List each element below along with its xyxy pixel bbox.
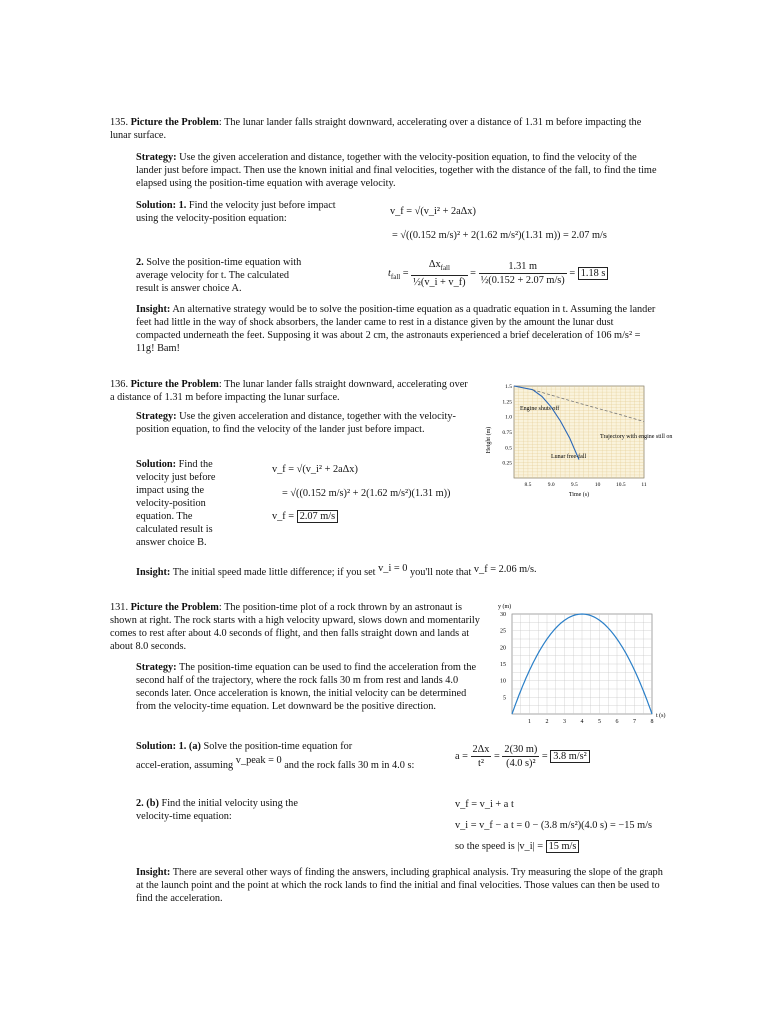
p136-insight bbox=[136, 563, 676, 579]
fraction bbox=[502, 743, 539, 770]
p131-insight bbox=[136, 866, 664, 905]
annotation-free-fall: Lunar free-fall bbox=[551, 454, 587, 460]
text: Use the given acceleration and distance, together with the velocity-position equation, to find the velocity of the lander just before impact. Then use the known initial and final velocities, together with the distance of the fall, to find the time elapsed using the position-time equation with average velocity. bbox=[136, 152, 657, 189]
x-axis-label: Time (s) bbox=[568, 492, 590, 498]
numerator: 1.31 m bbox=[479, 260, 567, 274]
lander-height-chart bbox=[478, 380, 673, 500]
x-tick-label: 10 bbox=[594, 482, 601, 488]
y-tick-label: 5 bbox=[503, 695, 506, 702]
eq-text: so the speed is |v_i| = bbox=[455, 841, 544, 852]
p131-eq-b3 bbox=[455, 840, 579, 853]
x-axis-label: t (s) bbox=[656, 713, 666, 719]
x-tick-label: 8 bbox=[650, 719, 654, 725]
eq-sub: fall bbox=[440, 264, 450, 273]
y-tick-label: 0.5 bbox=[505, 445, 512, 452]
p136-eq1: v_f = √(v_i² + 2aΔx) bbox=[272, 464, 358, 475]
y-tick-label: 1.0 bbox=[505, 414, 512, 421]
y-tick-label: 15 bbox=[500, 662, 506, 668]
text: The initial speed made little difference; if you set bbox=[170, 567, 376, 578]
text: Use the given acceleration and distance, together with the velocity-position equation, to find the velocity of the lander just before impact. bbox=[136, 411, 456, 435]
p135-insight bbox=[136, 303, 660, 355]
text: accel-eration, assuming bbox=[136, 760, 234, 771]
eq-lhs: a = bbox=[455, 750, 468, 762]
p131-solution-1-cont bbox=[136, 755, 426, 772]
problem-135 bbox=[110, 116, 662, 142]
fraction bbox=[471, 743, 492, 770]
p131-strategy bbox=[136, 661, 488, 713]
fraction bbox=[411, 258, 467, 289]
label: Insight: bbox=[136, 867, 171, 878]
problem-number: 136. bbox=[110, 379, 129, 390]
p131-eq-b2: v_i = v_f − a t = 0 − (3.8 m/s²)(4.0 s) = −15 m/s bbox=[455, 820, 652, 831]
x-tick-label: 9.5 bbox=[570, 482, 578, 488]
p131-eq-b1: v_f = v_i + a t bbox=[455, 799, 514, 810]
text: : The lunar lander falls straight downward, accelerating over a distance of 1.31 m before impacting the lunar surface. bbox=[110, 379, 468, 403]
numerator: 2Δx bbox=[472, 744, 490, 755]
y-tick-label: 0.75 bbox=[502, 430, 512, 436]
p135-strategy bbox=[136, 151, 660, 190]
x-tick-label: 6 bbox=[615, 719, 619, 725]
label: Strategy: bbox=[136, 662, 177, 673]
label: Picture the Problem bbox=[130, 602, 219, 613]
x-tick-label: 1 bbox=[528, 719, 531, 725]
problem-131 bbox=[110, 601, 488, 653]
label: Solution: 1. bbox=[136, 200, 187, 211]
label: Insight: bbox=[136, 304, 171, 315]
y-axis-label: y (m) bbox=[498, 604, 512, 610]
x-tick-label: 9.0 bbox=[547, 482, 555, 488]
label: 2. bbox=[136, 257, 144, 268]
p136-solution bbox=[136, 458, 228, 549]
label: Picture the Problem bbox=[130, 379, 219, 390]
p135-eq2: $t_{fall}$ = $\frac{\Delta x_{fall}}{\text{½(v\_i + v\_f)}}$ = $\frac{1.31 m}{\text{½(0.152 + 2.07 m/s)}}$ = 1.18 s bbox=[388, 258, 608, 289]
text: Find the velocity just before impact using the velocity-position equation: bbox=[136, 200, 336, 224]
text: Solve the position-time equation with average velocity for t. The calculated result is answer choice A. bbox=[136, 257, 302, 294]
label: Picture the Problem bbox=[130, 117, 219, 128]
text: you'll note that bbox=[409, 567, 472, 578]
label: 2. (b) bbox=[136, 798, 159, 809]
answer-box: 1.18 s bbox=[578, 267, 609, 280]
label: Solution: 1. (a) bbox=[136, 741, 201, 752]
y-tick-label: 10 bbox=[500, 678, 506, 685]
text: : The lunar lander falls straight downward, accelerating over a distance of 1.31 m before impacting the lunar surface. bbox=[110, 117, 642, 141]
eq-var: t bbox=[388, 267, 391, 279]
eq-lhs: v_f = bbox=[272, 511, 295, 522]
text: The position-time equation can be used to find the acceleration from the second half of the trajectory, where the rock falls 30 m from rest and lands 4.0 seconds later. Once acceleration is known, the initial velocity can be determined from the velocity-time equation. Let downward be the positive direction. bbox=[136, 662, 477, 712]
p136-strategy bbox=[136, 410, 472, 436]
answer-box: 2.07 m/s bbox=[297, 510, 338, 523]
y-tick-label: 1.5 bbox=[505, 384, 512, 390]
answer-box: 3.8 m/s² bbox=[550, 750, 589, 763]
x-tick-label: 8.5 bbox=[524, 482, 532, 488]
p135-eq1b: = √((0.152 m/s)² + 2(1.62 m/s²)(1.31 m)) = 2.07 m/s bbox=[392, 230, 607, 241]
x-tick-label: 2 bbox=[545, 719, 549, 725]
annotation-engine-on: Trajectory with engine still on bbox=[600, 434, 673, 440]
eq: v_f = 2.06 m/s. bbox=[473, 564, 537, 575]
x-tick-label: 10.5 bbox=[615, 482, 626, 488]
p136-eq3 bbox=[272, 510, 338, 523]
label: Insight: bbox=[136, 567, 171, 578]
y-tick-label: 30 bbox=[500, 612, 506, 618]
text: Solve the position-time equation for bbox=[200, 741, 353, 752]
label: Solution: bbox=[136, 459, 177, 470]
text: Find the initial velocity using the velocity-time equation: bbox=[136, 798, 298, 822]
x-tick-label: 4 bbox=[580, 719, 584, 725]
y-tick-label: 1.25 bbox=[502, 399, 512, 406]
y-axis-label: Height (m) bbox=[486, 426, 492, 454]
p135-solution-1 bbox=[136, 199, 336, 225]
text: An alternative strategy would be to solve the position-time equation as a quadratic equation in t. Assuming the lander feet had little in the way of shock absorbers, the lander came to rest in a distance given by the amount the lunar dust compacted underneath the feet. Supposing it was about 2 cm, the astronauts experienced a brief deceleration of 106 m/s² = 11g! Bam! bbox=[136, 304, 656, 354]
problem-number: 131. bbox=[110, 602, 129, 613]
x-tick-label: 7 bbox=[633, 719, 636, 725]
numerator: 2(30 m) bbox=[504, 744, 538, 755]
p135-eq1a: v_f = √(v_i² + 2aΔx) bbox=[390, 206, 476, 217]
p131-solution-2 bbox=[136, 797, 336, 823]
p131-solution-1 bbox=[136, 740, 436, 753]
x-tick-label: 3 bbox=[563, 719, 566, 725]
rock-position-chart bbox=[494, 600, 676, 730]
text: and the rock falls 30 m in 4.0 s: bbox=[284, 760, 415, 771]
label: Strategy: bbox=[136, 152, 177, 163]
denominator: ½(v_i + v_f) bbox=[413, 277, 466, 289]
denominator: (4.0 s)² bbox=[506, 758, 536, 769]
y-tick-label: 0.25 bbox=[502, 460, 512, 467]
numerator: Δx bbox=[428, 259, 441, 270]
p135-picture bbox=[110, 116, 662, 142]
denominator: ½(0.152 + 2.07 m/s) bbox=[480, 275, 565, 287]
annotation-engine-shuts-off: Engine shuts off bbox=[520, 406, 560, 412]
text: Find the velocity just before impact using the velocity-position equation. The calculated result is answer choice B. bbox=[136, 459, 216, 548]
p136-eq2: = √((0.152 m/s)² + 2(1.62 m/s²)(1.31 m)) bbox=[282, 488, 451, 499]
eq: v_peak = 0 bbox=[235, 755, 282, 766]
problem-136 bbox=[110, 378, 472, 404]
text: There are several other ways of finding the answers, including graphical analysis. Try measuring the slope of the graph at the launch point and the point at which the rock lands to find the initial and final velocities. Those values can then be used to find the acceleration. bbox=[136, 867, 663, 904]
problem-number: 135. bbox=[110, 117, 129, 128]
p135-solution-2 bbox=[136, 256, 311, 295]
fraction bbox=[479, 260, 567, 287]
eq: v_i = 0 bbox=[378, 563, 408, 574]
eq-sub: fall bbox=[390, 272, 401, 281]
text: : The position-time plot of a rock thrown by an astronaut is shown at right. The rock starts with a high velocity upward, slows down and momentarily comes to rest after about 4.0 seconds of flight, and then falls straight down and lands at about 8.0 seconds. bbox=[110, 602, 480, 652]
x-tick-label: 11 bbox=[641, 482, 647, 488]
y-tick-label: 25 bbox=[500, 628, 506, 635]
y-tick-label: 20 bbox=[500, 645, 506, 652]
x-tick-label: 5 bbox=[598, 719, 601, 725]
answer-box: 15 m/s bbox=[546, 840, 580, 853]
denominator: t² bbox=[478, 758, 484, 769]
p131-eq-a: a = $\frac{2\Delta x}{\text{t²}}$ = $\frac{2(30 m)}{\text{(4.0 s)²}}$ = 3.8 m/s² bbox=[455, 743, 590, 770]
label: Strategy: bbox=[136, 411, 177, 422]
